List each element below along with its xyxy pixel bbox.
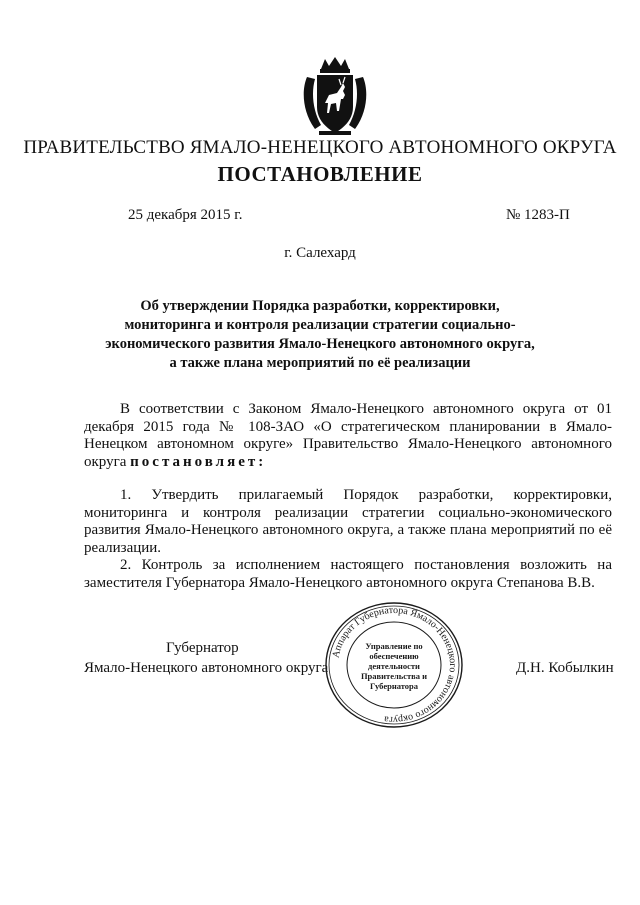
signatory-organization: Ямало-Ненецкого автономного округа <box>84 660 329 676</box>
title-line: а также плана мероприятий по её реализации <box>169 355 471 371</box>
preamble-verb: постановляет: <box>130 453 267 470</box>
official-seal <box>321 599 467 731</box>
title-line: мониторинга и контроля реализации стратегии социально- <box>124 317 516 333</box>
item-1: 1. Утвердить прилагаемый Порядок разработки, корректировки, мониторинга и контроля реализации стратегии социально-экономического развития Ямало-Ненецкого автономного округа, а также плана мероприятий по её реализации. <box>84 487 612 556</box>
seal-ring-text: Аппарат Губернатора Ямало-Ненецкого автономного округа <box>330 604 459 726</box>
item-paragraph <box>84 557 612 592</box>
item-2: 2. Контроль за исполнением настоящего постановления возложить на заместителя Губернатора Ямало-Ненецкого автономного округа Степанова В.В. <box>84 557 612 591</box>
preamble-text: В соответствии с Законом Ямало-Ненецкого автономного округа от 01 декабря 2015 года № 108-ЗАО «О стратегическом планировании в Ямало-Ненецком автономном округе» Правительство Ямало-Ненецкого автономного округа <box>84 401 612 470</box>
title-line: Об утверждении Порядка разработки, корректировки, <box>140 298 500 314</box>
seal-center-text: Управление по обеспечению деятельности Правительства и Губернатора <box>360 641 428 691</box>
coat-of-arms-icon <box>299 55 371 139</box>
signatory-title: Губернатор <box>166 640 239 656</box>
preamble-paragraph <box>84 401 612 471</box>
title-line: экономического развития Ямало-Ненецкого автономного округа, <box>105 336 535 352</box>
document-city: г. Салехард <box>284 245 356 261</box>
document-number: № 1283-П <box>506 207 570 223</box>
government-name: ПРАВИТЕЛЬСТВО ЯМАЛО-НЕНЕЦКОГО АВТОНОМНОГО ОКРУГА <box>23 137 617 158</box>
signatory-name: Д.Н. Кобылкин <box>516 660 614 676</box>
document-type: ПОСТАНОВЛЕНИЕ <box>217 162 423 186</box>
document-date: 25 декабря 2015 г. <box>128 207 243 223</box>
item-paragraph <box>84 487 612 557</box>
